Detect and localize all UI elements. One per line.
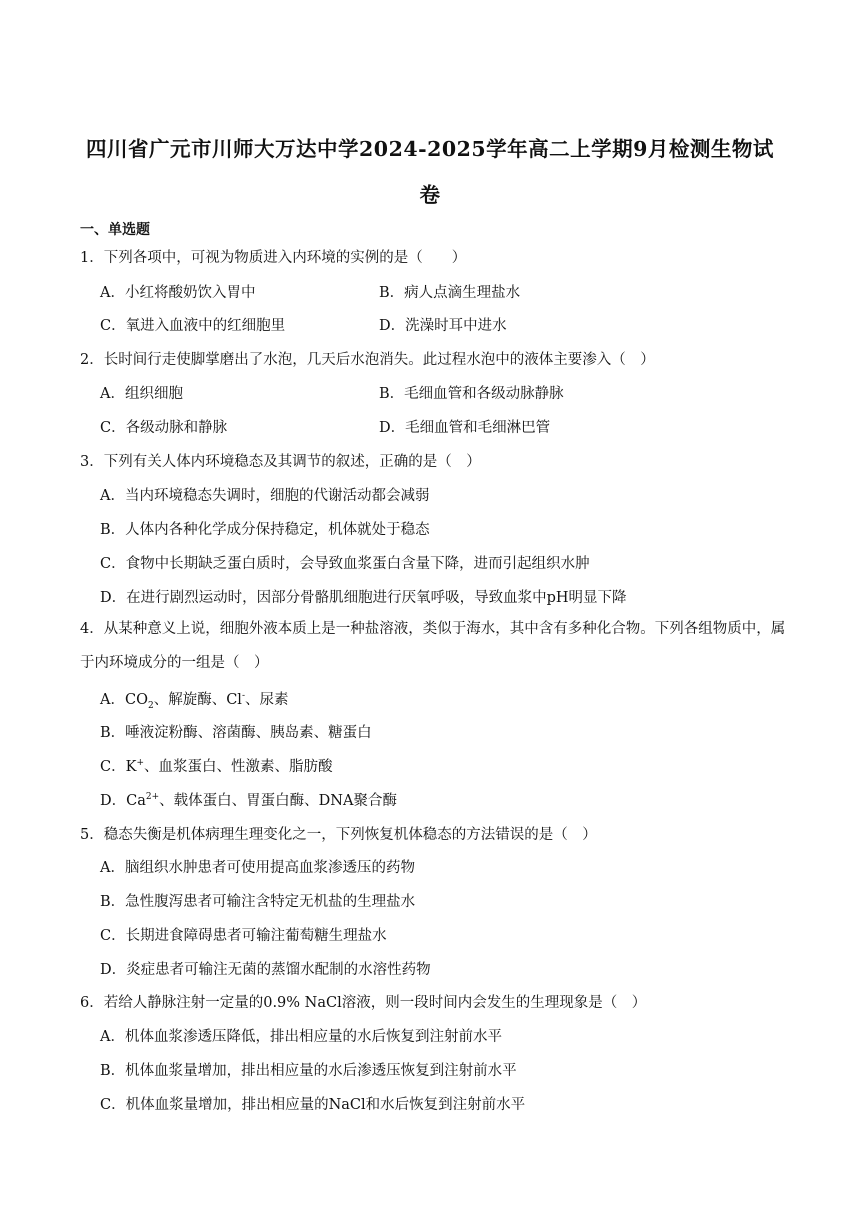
question-4-option-b: B．唾液淀粉酶、溶菌酶、胰岛素、糖蛋白	[100, 725, 372, 741]
question-1-option-c: C．氧进入血液中的红细胞里	[100, 318, 286, 334]
question-6-option-a: A．机体血浆渗透压降低，排出相应量的水后恢复到注射前水平	[100, 1029, 502, 1045]
question-1-option-d: D．洗澡时耳中进水	[379, 318, 507, 334]
question-2-stem: 2．长时间行走使脚掌磨出了水泡，几天后水泡消失。此过程水泡中的液体主要渗入（ ）	[80, 352, 655, 368]
section-heading: 一、单选题	[80, 222, 150, 238]
title-line-2: 卷	[419, 183, 441, 207]
question-3-option-c: C．食物中长期缺乏蛋白质时，会导致血浆蛋白含量下降，进而引起组织水肿	[100, 556, 590, 572]
question-2-option-c: C．各级动脉和静脉	[100, 420, 228, 436]
question-4-option-d	[100, 789, 397, 810]
q4d-part2: 、载体蛋白、胃蛋白酶、DNA聚合酶	[159, 793, 397, 809]
question-2-option-d: D．毛细血管和毛细淋巴管	[379, 420, 551, 436]
question-4-stem: 4．从某种意义上说，细胞外液本质上是一种盐溶液，类似于海水，其中含有多种化合物。下列各组物质中，属于内环境成分的一组是（ ）	[80, 621, 786, 671]
question-4-option-a	[100, 688, 288, 711]
q4a-sup: -	[241, 691, 245, 702]
q4a-part3: 、尿素	[244, 692, 289, 708]
question-6-option-b: B．机体血浆量增加，排出相应量的水后渗透压恢复到注射前水平	[100, 1063, 517, 1079]
question-5-option-b: B．急性腹泻患者可输注含特定无机盐的生理盐水	[100, 894, 416, 910]
q4c-part1: C．K	[100, 759, 137, 775]
question-6-stem: 6．若给人静脉注射一定量的0.9% NaCl溶液，则一段时间内会发生的生理现象是（ ）	[80, 995, 647, 1011]
q4d-part1: D．Ca	[100, 793, 146, 809]
title-line-1: 四川省广元市川师大万达中学2024-2025学年高二上学期9月检测生物试	[86, 137, 774, 161]
question-5-option-c: C．长期进食障碍患者可输注葡萄糖生理盐水	[100, 928, 387, 944]
question-2-option-b: B．毛细血管和各级动脉静脉	[379, 386, 564, 402]
q4d-sup: 2+	[145, 792, 160, 803]
question-1-option-b: B．病人点滴生理盐水	[379, 285, 521, 301]
question-5-stem: 5．稳态失衡是机体病理生理变化之一，下列恢复机体稳态的方法错误的是（ ）	[80, 827, 597, 843]
question-4-option-c	[100, 755, 332, 776]
question-3-option-b: B．人体内各种化学成分保持稳定，机体就处于稳态	[100, 522, 430, 538]
question-1-stem: 1．下列各项中，可视为物质进入内环境的实例的是（ ）	[80, 250, 467, 266]
question-1-option-a: A．小红将酸奶饮入胃中	[100, 285, 256, 301]
q4a-sub: 2	[147, 700, 154, 711]
q4c-part2: 、血浆蛋白、性激素、脂肪酸	[143, 759, 333, 775]
q4a-part1: A．CO	[100, 692, 148, 708]
question-5-option-a: A．脑组织水肿患者可使用提高血浆渗透压的药物	[100, 860, 415, 876]
document-title	[60, 126, 800, 218]
q4a-part2: 、解旋酶、Cl	[153, 692, 242, 708]
question-6-option-c: C．机体血浆量增加，排出相应量的NaCl和水后恢复到注射前水平	[100, 1097, 526, 1113]
question-5-option-d: D．炎症患者可输注无菌的蒸馏水配制的水溶性药物	[100, 962, 431, 978]
question-2-option-a: A．组织细胞	[100, 386, 183, 402]
question-3-option-d: D．在进行剧烈运动时，因部分骨骼肌细胞进行厌氧呼吸，导致血浆中pH明显下降	[100, 590, 627, 606]
question-3-option-a: A．当内环境稳态失调时，细胞的代谢活动都会减弱	[100, 488, 430, 504]
question-3-stem: 3．下列有关人体内环境稳态及其调节的叙述，正确的是（ ）	[80, 454, 481, 470]
q4c-sup: +	[136, 758, 144, 769]
